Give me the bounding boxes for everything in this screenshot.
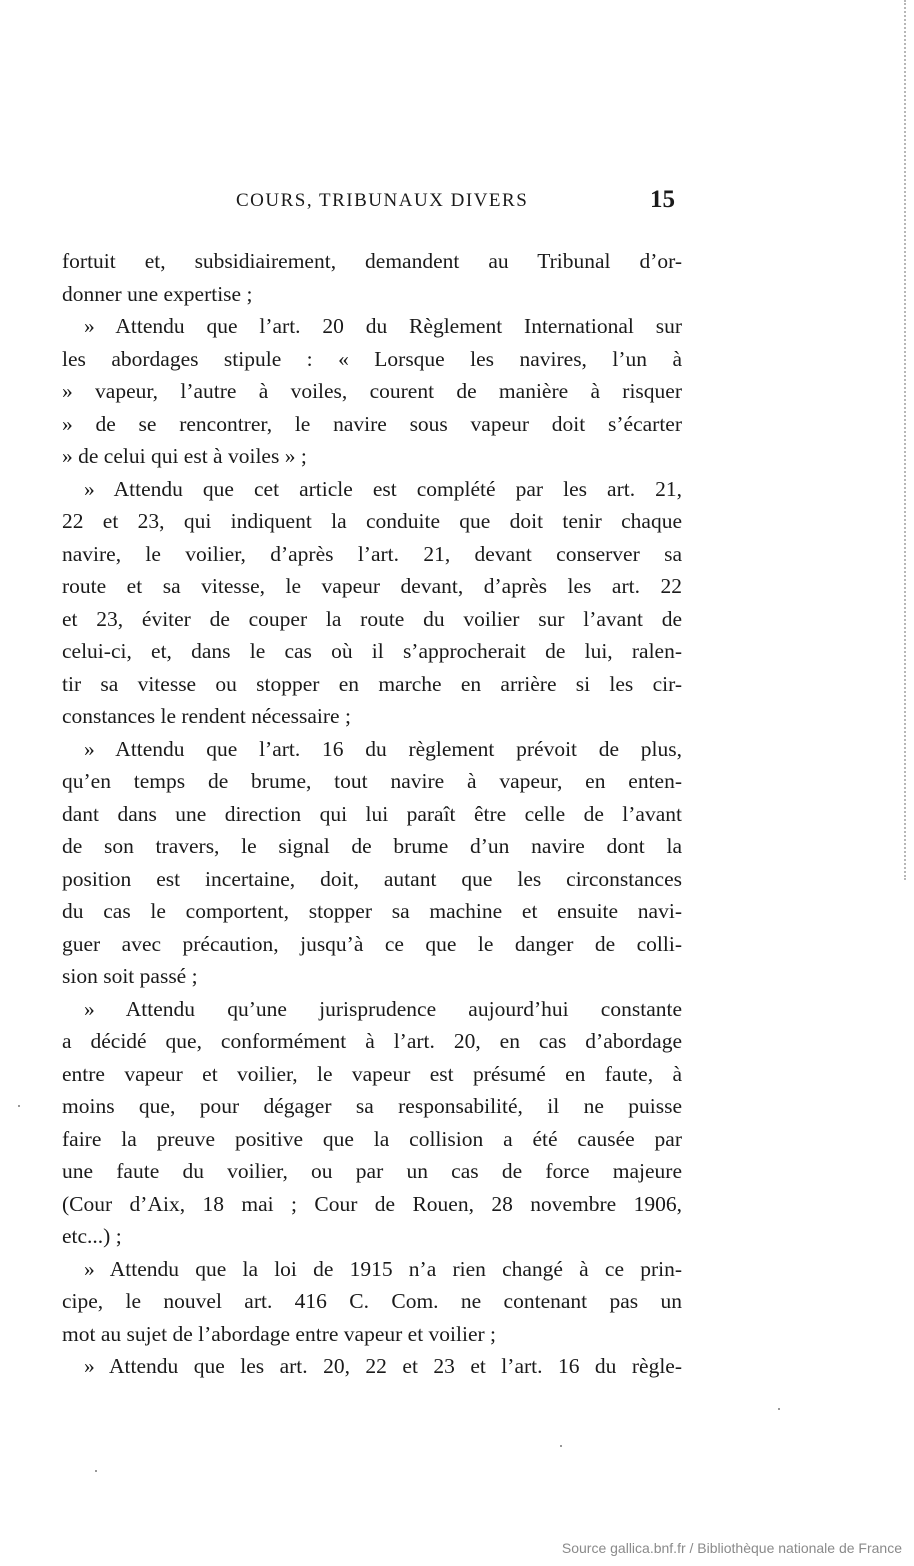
paper-speck [560,1445,562,1447]
text-line: 22 et 23, qui indiquent la conduite que doit tenir chaque [62,509,682,533]
text-line: tir sa vitesse ou stopper en marche en arrière si les cir- [62,671,682,696]
text-line: qu’en temps de brume, tout navire à vapeur, en enten- [62,769,682,793]
text-line: » de se rencontrer, le navire sous vapeur doit s’écarter [62,411,682,436]
text-line: » Attendu que la loi de 1915 n’a rien changé à ce prin- [84,1256,682,1281]
text-line: » vapeur, l’autre à voiles, courent de manière à risquer [62,379,682,403]
text-line: moins que, pour dégager sa responsabilité, il ne puisse [62,1094,682,1118]
page-number: 15 [650,186,675,213]
binding-edge [904,0,914,880]
text-line: cipe, le nouvel art. 416 C. Com. ne contenant pas un [62,1289,682,1313]
text-line: constances le rendent nécessaire ; [62,704,351,728]
running-title: COURS, TRIBUNAUX DIVERS [236,190,529,211]
text-line: etc...) ; [62,1224,122,1248]
text-line: donner une expertise ; [62,281,253,306]
body-text [62,245,682,1383]
text-line: dant dans une direction qui lui paraît être celle de l’avant [62,801,682,826]
text-line: une faute du voilier, ou par un cas de force majeure [62,1159,682,1183]
text-line: celui-ci, et, dans le cas où il s’approcherait de lui, ralen- [62,639,682,663]
text-line: » Attendu que cet article est complété par les art. 21, [84,476,682,501]
text-line: (Cour d’Aix, 18 mai ; Cour de Rouen, 28 novembre 1906, [62,1191,682,1216]
text-line: sion soit passé ; [62,964,198,988]
text-line: mot au sujet de l’abordage entre vapeur et voilier ; [62,1321,497,1346]
text-line: de son travers, le signal de brume d’un navire dont la [62,834,682,858]
text-line: entre vapeur et voilier, le vapeur est présumé en faute, à [62,1061,682,1086]
text-line: guer avec précaution, jusqu’à ce que le danger de colli- [62,931,682,956]
paper-speck [18,1105,20,1107]
text-line: a décidé que, conformément à l’art. 20, en cas d’abordage [62,1029,682,1053]
paper-speck [95,1470,97,1472]
text-line: position est incertaine, doit, autant que les circonstances [62,866,682,891]
text-line: et 23, éviter de couper la route du voilier sur l’avant de [62,606,682,631]
text-line: navire, le voilier, d’après l’art. 21, devant conserver sa [62,541,682,566]
text-line: du cas le comportent, stopper sa machine et ensuite navi- [62,899,682,923]
paper-speck [778,1408,780,1410]
text-line: fortuit et, subsidiairement, demandent au Tribunal d’or- [62,249,682,273]
text-line: faire la preuve positive que la collision a été causée par [62,1126,682,1151]
text-line: » Attendu que l’art. 16 du règlement prévoit de plus, [84,736,682,761]
text-line: » Attendu que les art. 20, 22 et 23 et l’art. 16 du règle- [84,1354,682,1378]
text-line: » de celui qui est à voiles » ; [62,444,307,468]
text-line: » Attendu qu’une jurisprudence aujourd’hui constante [84,996,682,1021]
source-credit: Source gallica.bnf.fr / Bibliothèque nationale de France [561,1540,902,1556]
text-line: route et sa vitesse, le vapeur devant, d’après les art. 22 [62,574,682,598]
text-line: les abordages stipule : « Lorsque les navires, l’un à [62,346,682,371]
text-line: » Attendu que l’art. 20 du Règlement International sur [84,314,682,338]
